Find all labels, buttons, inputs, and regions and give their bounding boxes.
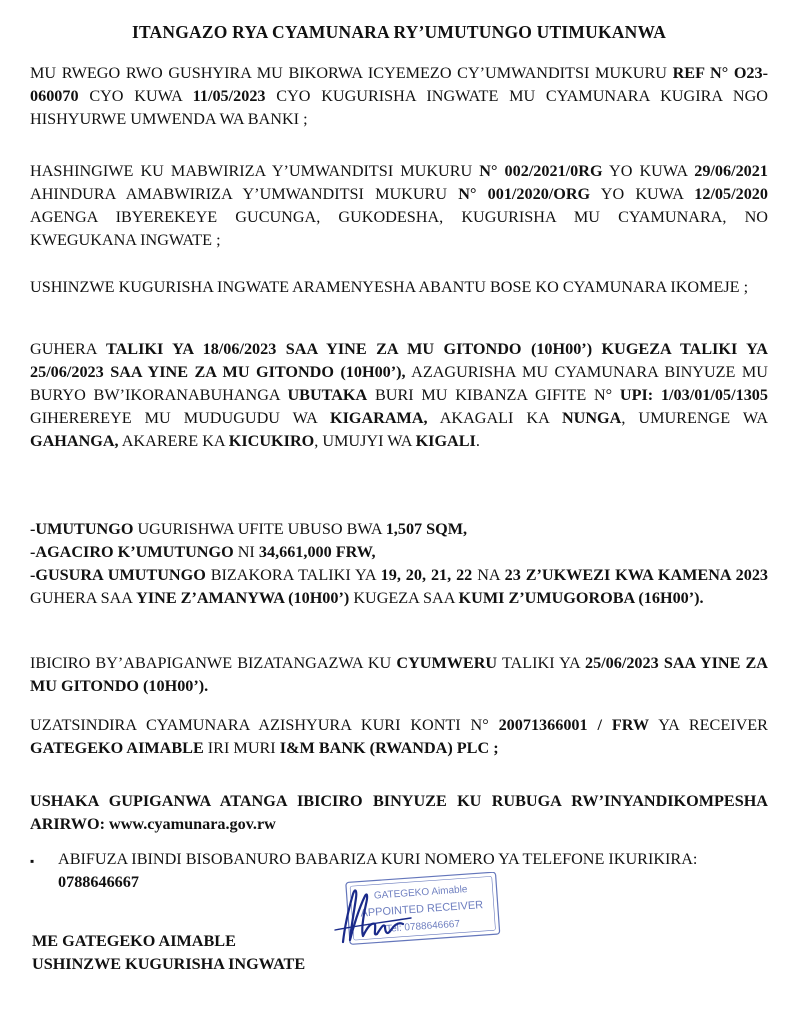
results-date: 25/06/2023 SAA YINE ZA MU GITONDO (10H00’).	[30, 654, 768, 695]
text: HASHINGIWE KU MABWIRIZA Y’UMWANDITSI MUKURU	[30, 162, 480, 180]
text: GUHERA SAA	[30, 589, 137, 607]
signature-block	[32, 930, 305, 976]
text: AHINDURA AMABWIRIZA Y’UMWANDITSI MUKURU	[30, 185, 459, 203]
paragraph-announcement: USHINZWE KUGURISHA INGWATE ARAMENYESHA ABANTU BOSE KO CYAMUNARA IKOMEJE ;	[30, 278, 749, 296]
text: KUGEZA SAA	[349, 589, 459, 607]
text: .	[475, 432, 480, 450]
receiver-name: GATEGEKO AIMABLE	[30, 739, 204, 757]
property-value: 34,661,000 FRW,	[258, 543, 376, 561]
text: BURI MU KIBANZA GIFITE N°	[367, 386, 620, 404]
text: MU RWEGO RWO GUSHYIRA MU BIKORWA ICYEMEZO CY’UMWANDITSI MUKURU	[30, 64, 673, 82]
regulation-date-2: 12/05/2020	[694, 185, 768, 203]
bullet-icon: ▪	[30, 854, 35, 868]
text: IBICIRO BY’ABAPIGANWE BIZATANGAZWA KU	[30, 654, 397, 672]
signer-name: ME GATEGEKO AIMABLE	[32, 932, 236, 950]
text: YO KUWA	[590, 185, 695, 203]
text: BIZAKORA TALIKI YA	[205, 566, 381, 584]
text: AKARERE KA	[118, 432, 229, 450]
text: CYO KUGURISHA INGWATE MU CYAMUNARA KUGIRA NGO HISHYURWE UMWENDA WA BANKI ;	[30, 87, 768, 128]
text: AZAGURISHA MU CYAMUNARA BINYUZE MU BURYO BW’IKORANABUHANGA	[30, 363, 768, 404]
label: -AGACIRO K’UMUTUNGO	[30, 543, 234, 561]
paragraph-property-info	[30, 518, 768, 610]
text: , UMUJYI WA	[314, 432, 416, 450]
signer-role: USHINZWE KUGURISHA INGWATE	[32, 955, 306, 973]
label: -GUSURA UMUTUNGO	[30, 566, 206, 584]
property-size: 1,507 SQM,	[385, 520, 468, 538]
reference-number: REF N° O23-060070	[30, 64, 768, 105]
results-day: CYUMWERU	[396, 654, 498, 672]
cell: NUNGA	[561, 409, 622, 427]
visit-end: KUMI Z’UMUGOROBA (16H00’).	[458, 589, 704, 607]
paragraph-payment	[30, 714, 768, 760]
visit-schedule-line	[30, 564, 768, 610]
text: GIHEREREYE MU MUDUGUDU WA	[30, 409, 330, 427]
text: YO KUWA	[602, 162, 695, 180]
paragraph-results	[30, 652, 768, 698]
text: , UMURENGE WA	[621, 409, 769, 427]
visit-days: 19, 20, 21, 22	[380, 566, 473, 584]
visit-month: 23 Z’UKWEZI KWA KAMENA 2023	[504, 566, 769, 584]
handwritten-signature	[315, 878, 435, 958]
text: UGURISHWA UFITE UBUSO BWA	[133, 520, 386, 538]
village: KIGARAMA,	[329, 409, 428, 427]
account-number: 20071366001 / FRW	[498, 716, 650, 734]
phone-number: 0788646667	[58, 873, 139, 891]
regulation-number: N° 002/2021/0RG	[479, 162, 603, 180]
text: YA RECEIVER	[649, 716, 768, 734]
text: UZATSINDIRA CYAMUNARA AZISHYURA KURI KONTI N°	[30, 716, 499, 734]
regulation-date: 29/06/2021	[694, 162, 768, 180]
stamp-line-1: GATEGEKO Aimable	[373, 884, 468, 902]
text: ABIFUZA IBINDI BISOBANURO BABARIZA KURI NOMERO YA TELEFONE IKURIKIRA:	[58, 850, 698, 868]
text: IRI MURI	[203, 739, 280, 757]
sector: GAHANGA,	[30, 432, 119, 450]
signature-stroke	[343, 891, 403, 942]
stamp-line-3: Tel: 0788646667	[385, 918, 461, 935]
upi-number: UPI: 1/03/01/05/1305	[619, 386, 768, 404]
auction-period: TALIKI YA 18/06/2023 SAA YINE ZA MU GITONDO (10H00’) KUGEZA TALIKI YA 25/06/2023 SAA YINE ZA MU GITONDO (10H00’),	[30, 340, 768, 381]
visit-start: YINE Z’AMANYWA (10H00’)	[136, 589, 350, 607]
text: CYO KUWA	[78, 87, 193, 105]
property-size-line	[30, 518, 768, 541]
page-title: ITANGAZO RYA CYAMUNARA RY’UMUTUNGO UTIMUKANWA	[131, 22, 667, 42]
property-type: UBUTAKA	[287, 386, 368, 404]
property-value-line	[30, 541, 768, 564]
city: KIGALI	[415, 432, 476, 450]
regulation-number-2: N° 001/2020/ORG	[458, 185, 591, 203]
text: AKAGALI KA	[427, 409, 562, 427]
reference-date: 11/05/2023	[192, 87, 266, 105]
paragraph-auction-details	[30, 338, 768, 453]
bank-name: I&M BANK (RWANDA) PLC ;	[279, 739, 499, 757]
text: GUHERA	[30, 340, 107, 358]
text: TALIKI YA	[497, 654, 585, 672]
district: KICUKIRO	[228, 432, 315, 450]
text: NA	[472, 566, 505, 584]
label: -UMUTUNGO	[30, 520, 134, 538]
paragraph-reference	[30, 62, 768, 131]
text: AGENGA IBYEREKEYE GUCUNGA, GUKODESHA, KUGURISHA MU CYAMUNARA, NO KWEGUKANA INGWATE ;	[30, 208, 768, 249]
text: NI	[233, 543, 259, 561]
paragraph-website: USHAKA GUPIGANWA ATANGA IBICIRO BINYUZE KU RUBUGA RW’INYANDIKOMPESHA ARIRWO: www.cyamunara.gov.rw	[30, 792, 768, 833]
stamp-line-2: APPOINTED RECEIVER	[360, 899, 484, 920]
paragraph-regulations	[30, 160, 768, 252]
